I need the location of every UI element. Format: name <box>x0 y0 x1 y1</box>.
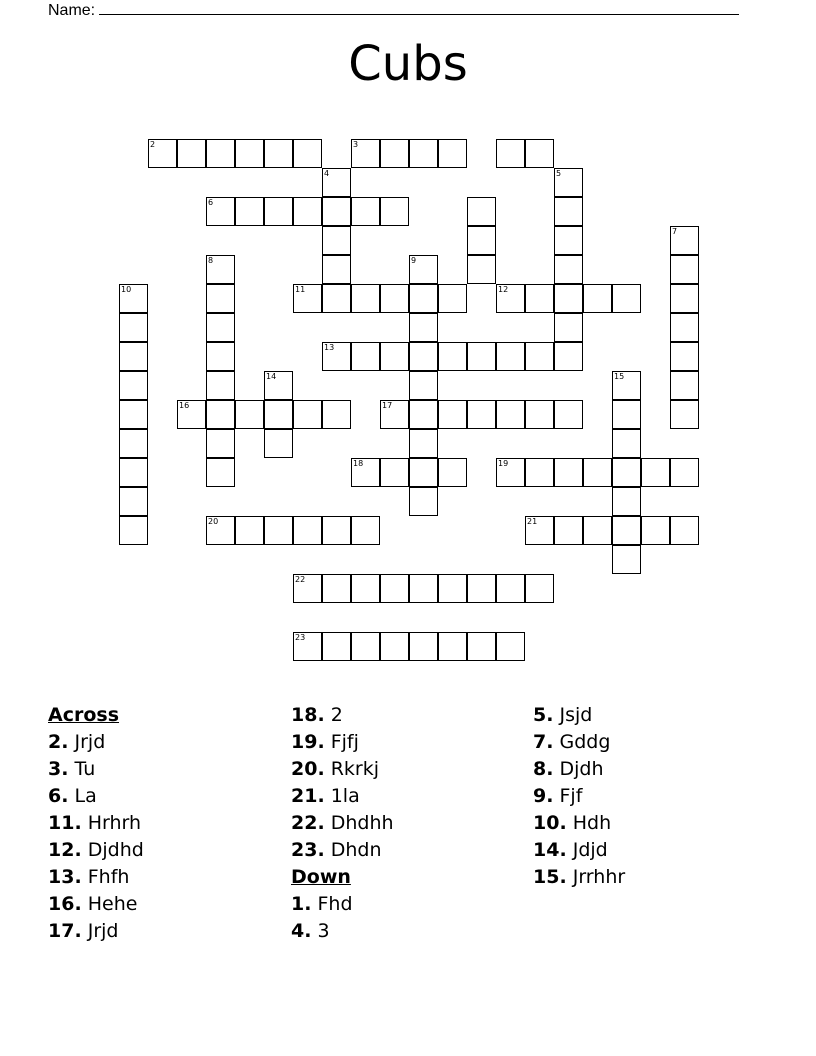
cell-number: 5 <box>556 169 562 178</box>
grid-cell[interactable] <box>206 313 235 342</box>
grid-cell[interactable] <box>119 342 148 371</box>
grid-cell[interactable] <box>119 487 148 516</box>
grid-cell[interactable] <box>525 458 554 487</box>
cell-number: 16 <box>179 401 190 410</box>
grid-cell[interactable] <box>351 197 380 226</box>
clue-item <box>48 810 288 837</box>
grid-cell[interactable] <box>293 284 322 313</box>
clue-number: 7. <box>533 731 554 753</box>
grid-cell[interactable] <box>496 400 525 429</box>
clue-number: 20. <box>291 758 325 780</box>
grid-cell[interactable] <box>293 574 322 603</box>
grid-cell[interactable] <box>612 545 641 574</box>
grid-cell[interactable] <box>409 632 438 661</box>
grid-cell[interactable] <box>554 255 583 284</box>
grid-cell[interactable] <box>467 342 496 371</box>
clue-item <box>291 729 531 756</box>
grid-cell[interactable] <box>206 139 235 168</box>
clue-item <box>291 837 531 864</box>
clues-column-3 <box>533 702 773 891</box>
grid-cell[interactable] <box>380 632 409 661</box>
grid-cell[interactable] <box>670 400 699 429</box>
grid-cell[interactable] <box>293 632 322 661</box>
grid-cell[interactable] <box>409 313 438 342</box>
clue-number: 6. <box>48 785 69 807</box>
grid-cell[interactable] <box>438 400 467 429</box>
grid-cell[interactable] <box>612 458 641 487</box>
grid-cell[interactable] <box>409 371 438 400</box>
grid-cell[interactable] <box>409 255 438 284</box>
grid-cell[interactable] <box>583 284 612 313</box>
grid-cell[interactable] <box>467 197 496 226</box>
grid-cell[interactable] <box>409 458 438 487</box>
clue-text: Jrjd <box>74 731 106 753</box>
clue-item <box>291 810 531 837</box>
grid-cell[interactable] <box>670 458 699 487</box>
grid-cell[interactable] <box>670 284 699 313</box>
grid-cell[interactable] <box>409 487 438 516</box>
cell-number: 9 <box>411 256 417 265</box>
clue-item <box>533 756 773 783</box>
clue-number: 12. <box>48 839 82 861</box>
clue-heading: Down <box>291 866 351 888</box>
grid-cell[interactable] <box>496 342 525 371</box>
clue-text: Fhfh <box>87 866 130 888</box>
grid-cell[interactable] <box>554 313 583 342</box>
grid-cell[interactable] <box>641 458 670 487</box>
cell-number: 19 <box>498 459 509 468</box>
clue-item <box>48 783 288 810</box>
grid-cell[interactable] <box>264 429 293 458</box>
grid-cell[interactable] <box>351 284 380 313</box>
grid-cell[interactable] <box>380 574 409 603</box>
grid-cell[interactable] <box>293 139 322 168</box>
name-label: Name: <box>48 2 96 19</box>
grid-cell[interactable] <box>467 574 496 603</box>
clue-text: Jdjd <box>572 839 608 861</box>
grid-cell[interactable] <box>119 284 148 313</box>
grid-cell[interactable] <box>380 197 409 226</box>
grid-cell[interactable] <box>554 400 583 429</box>
grid-cell[interactable] <box>583 516 612 545</box>
grid-cell[interactable] <box>148 139 177 168</box>
grid-cell[interactable] <box>525 139 554 168</box>
grid-cell[interactable] <box>409 400 438 429</box>
clue-text: Hdh <box>572 812 612 834</box>
clue-item <box>291 702 531 729</box>
grid-cell[interactable] <box>351 632 380 661</box>
grid-cell[interactable] <box>264 516 293 545</box>
clues-column-2 <box>291 702 531 945</box>
clue-text: 2 <box>330 704 343 726</box>
clue-text: Dhdn <box>330 839 382 861</box>
clue-number: 21. <box>291 785 325 807</box>
grid-cell[interactable] <box>206 197 235 226</box>
grid-cell[interactable] <box>670 313 699 342</box>
grid-cell[interactable] <box>612 400 641 429</box>
clue-item <box>48 729 288 756</box>
grid-cell[interactable] <box>612 487 641 516</box>
clue-text: Djdh <box>559 758 604 780</box>
clue-number: 18. <box>291 704 325 726</box>
grid-cell[interactable] <box>554 458 583 487</box>
clue-number: 15. <box>533 866 567 888</box>
grid-cell[interactable] <box>670 255 699 284</box>
grid-cell[interactable] <box>496 574 525 603</box>
clue-number: 9. <box>533 785 554 807</box>
grid-cell[interactable] <box>206 371 235 400</box>
clue-item <box>533 864 773 891</box>
cell-number: 7 <box>672 227 678 236</box>
grid-cell[interactable] <box>119 516 148 545</box>
grid-cell[interactable] <box>235 516 264 545</box>
grid-cell[interactable] <box>206 255 235 284</box>
grid-cell[interactable] <box>438 574 467 603</box>
cell-number: 13 <box>324 343 335 352</box>
grid-cell[interactable] <box>322 574 351 603</box>
grid-cell[interactable] <box>293 197 322 226</box>
grid-cell[interactable] <box>438 342 467 371</box>
grid-cell[interactable] <box>322 255 351 284</box>
grid-cell[interactable] <box>119 400 148 429</box>
grid-cell[interactable] <box>322 284 351 313</box>
grid-cell[interactable] <box>438 632 467 661</box>
grid-cell[interactable] <box>554 284 583 313</box>
clue-item <box>291 918 531 945</box>
clue-text: Hrhrh <box>87 812 142 834</box>
clue-item <box>291 756 531 783</box>
grid-cell[interactable] <box>351 458 380 487</box>
clue-number: 3. <box>48 758 69 780</box>
cell-number: 6 <box>208 198 214 207</box>
grid-cell[interactable] <box>322 342 351 371</box>
grid-cell[interactable] <box>583 458 612 487</box>
grid-cell[interactable] <box>380 400 409 429</box>
grid-cell[interactable] <box>206 516 235 545</box>
grid-cell[interactable] <box>409 574 438 603</box>
grid-cell[interactable] <box>525 574 554 603</box>
cell-number: 18 <box>353 459 364 468</box>
clue-item <box>533 783 773 810</box>
grid-cell[interactable] <box>467 255 496 284</box>
grid-cell[interactable] <box>235 139 264 168</box>
clue-text: Jsjd <box>559 704 593 726</box>
clue-number: 2. <box>48 731 69 753</box>
grid-cell[interactable] <box>496 139 525 168</box>
grid-cell[interactable] <box>670 342 699 371</box>
grid-cell[interactable] <box>206 400 235 429</box>
grid-cell[interactable] <box>177 139 206 168</box>
grid-cell[interactable] <box>293 516 322 545</box>
grid-cell[interactable] <box>322 516 351 545</box>
grid-cell[interactable] <box>612 284 641 313</box>
clue-number: 11. <box>48 812 82 834</box>
grid-cell[interactable] <box>264 197 293 226</box>
grid-cell[interactable] <box>380 342 409 371</box>
grid-cell[interactable] <box>438 458 467 487</box>
clue-text: Tu <box>74 758 96 780</box>
grid-cell[interactable] <box>670 226 699 255</box>
clue-item <box>48 891 288 918</box>
grid-cell[interactable] <box>380 139 409 168</box>
clues-column-1 <box>48 702 288 945</box>
cell-number: 10 <box>121 285 132 294</box>
cell-number: 12 <box>498 285 509 294</box>
grid-cell[interactable] <box>351 574 380 603</box>
grid-cell[interactable] <box>467 226 496 255</box>
grid-cell[interactable] <box>409 139 438 168</box>
clue-number: 22. <box>291 812 325 834</box>
grid-cell[interactable] <box>496 284 525 313</box>
clue-item <box>48 864 288 891</box>
clue-text: Fhd <box>317 893 353 915</box>
clue-number: 8. <box>533 758 554 780</box>
cell-number: 3 <box>353 140 359 149</box>
puzzle-title: Cubs <box>348 36 468 92</box>
clue-item <box>533 702 773 729</box>
clue-number: 19. <box>291 731 325 753</box>
cell-number: 15 <box>614 372 625 381</box>
grid-cell[interactable] <box>496 632 525 661</box>
clue-number: 17. <box>48 920 82 942</box>
grid-cell[interactable] <box>438 139 467 168</box>
grid-cell[interactable] <box>206 284 235 313</box>
cell-number: 11 <box>295 285 306 294</box>
cell-number: 2 <box>150 140 156 149</box>
grid-cell[interactable] <box>525 342 554 371</box>
grid-cell[interactable] <box>380 284 409 313</box>
grid-cell[interactable] <box>322 400 351 429</box>
cell-number: 20 <box>208 517 219 526</box>
grid-cell[interactable] <box>264 400 293 429</box>
grid-cell[interactable] <box>409 429 438 458</box>
grid-cell[interactable] <box>351 342 380 371</box>
grid-cell[interactable] <box>467 400 496 429</box>
cell-number: 8 <box>208 256 214 265</box>
grid-cell[interactable] <box>525 284 554 313</box>
cell-number: 4 <box>324 169 330 178</box>
grid-cell[interactable] <box>641 516 670 545</box>
grid-cell[interactable] <box>264 371 293 400</box>
grid-cell[interactable] <box>409 284 438 313</box>
clue-item <box>533 729 773 756</box>
grid-cell[interactable] <box>554 197 583 226</box>
clue-item <box>48 918 288 945</box>
clue-item <box>291 783 531 810</box>
grid-cell[interactable] <box>119 371 148 400</box>
grid-cell[interactable] <box>206 342 235 371</box>
grid-cell[interactable] <box>119 429 148 458</box>
grid-cell[interactable] <box>380 458 409 487</box>
grid-cell[interactable] <box>206 429 235 458</box>
clue-item <box>48 756 288 783</box>
grid-cell[interactable] <box>322 168 351 197</box>
grid-cell[interactable] <box>206 458 235 487</box>
clue-number: 13. <box>48 866 82 888</box>
clue-number: 1. <box>291 893 312 915</box>
clue-text: Dhdhh <box>330 812 394 834</box>
cell-number: 14 <box>266 372 277 381</box>
clue-number: 14. <box>533 839 567 861</box>
clue-text: 3 <box>317 920 330 942</box>
clue-text: Jrrhhr <box>572 866 626 888</box>
grid-cell[interactable] <box>235 197 264 226</box>
grid-cell[interactable] <box>322 197 351 226</box>
clue-text: Rkrkj <box>330 758 380 780</box>
clue-text: 1la <box>330 785 360 807</box>
clue-number: 10. <box>533 812 567 834</box>
clue-text: Hehe <box>87 893 138 915</box>
cell-number: 22 <box>295 575 306 584</box>
grid-cell[interactable] <box>264 139 293 168</box>
clue-text: La <box>74 785 97 807</box>
clue-text: Gddg <box>559 731 611 753</box>
grid-cell[interactable] <box>322 632 351 661</box>
grid-cell[interactable] <box>177 400 206 429</box>
grid-cell[interactable] <box>554 516 583 545</box>
clue-number: 4. <box>291 920 312 942</box>
grid-cell[interactable] <box>670 516 699 545</box>
grid-cell[interactable] <box>438 284 467 313</box>
clue-text: Djdhd <box>87 839 144 861</box>
clue-item <box>48 837 288 864</box>
grid-cell[interactable] <box>554 342 583 371</box>
clue-text: Fjfj <box>330 731 359 753</box>
clue-heading: Across <box>48 704 120 726</box>
clue-text: Fjf <box>559 785 583 807</box>
grid-cell[interactable] <box>322 226 351 255</box>
clue-text: Jrjd <box>87 920 119 942</box>
grid-cell[interactable] <box>525 400 554 429</box>
grid-cell[interactable] <box>612 371 641 400</box>
clue-number: 16. <box>48 893 82 915</box>
grid-cell[interactable] <box>554 226 583 255</box>
clue-number: 5. <box>533 704 554 726</box>
clue-item <box>533 810 773 837</box>
grid-cell[interactable] <box>612 516 641 545</box>
cell-number: 21 <box>527 517 538 526</box>
grid-cell[interactable] <box>467 632 496 661</box>
grid-cell[interactable] <box>525 516 554 545</box>
grid-cell[interactable] <box>670 371 699 400</box>
grid-cell[interactable] <box>351 516 380 545</box>
grid-cell[interactable] <box>235 400 264 429</box>
grid-cell[interactable] <box>496 458 525 487</box>
grid-cell[interactable] <box>554 168 583 197</box>
clue-item <box>291 891 531 918</box>
grid-cell[interactable] <box>119 458 148 487</box>
grid-cell[interactable] <box>351 139 380 168</box>
clue-number: 23. <box>291 839 325 861</box>
grid-cell[interactable] <box>119 313 148 342</box>
grid-cell[interactable] <box>409 342 438 371</box>
cell-number: 17 <box>382 401 393 410</box>
clue-item <box>533 837 773 864</box>
cell-number: 23 <box>295 633 306 642</box>
grid-cell[interactable] <box>293 400 322 429</box>
grid-cell[interactable] <box>612 429 641 458</box>
